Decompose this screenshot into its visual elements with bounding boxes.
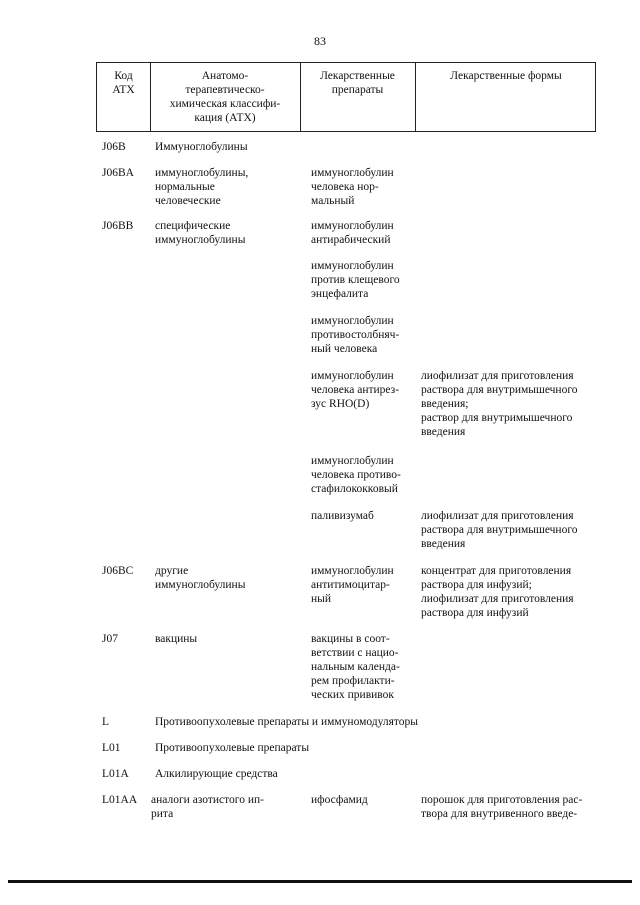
- classification-cell: другие иммуноглобулины: [155, 565, 246, 591]
- drug-cell: иммуноглобулин человека нор- мальный: [311, 167, 394, 207]
- table-header: [96, 62, 596, 132]
- header-drugs: Лекарственные препараты: [320, 70, 395, 96]
- classification-cell: иммуноглобулины, нормальные человеческие: [155, 167, 249, 207]
- atx-code: L01AA: [102, 794, 138, 806]
- drug-cell: иммуноглобулин против клещевого энцефалита: [311, 260, 400, 300]
- group-title: Иммуноглобулины: [155, 141, 248, 153]
- drug-cell: иммуноглобулин человека противо- стафилококковый: [311, 455, 401, 495]
- header-classification: Анатомо- терапевтическо- химическая классифи- кация (АТХ): [169, 70, 281, 124]
- group-title: Алкилирующие средства: [155, 768, 278, 780]
- page-number: 83: [314, 34, 326, 48]
- drug-cell: вакцины в соот- ветствии с нацио- нальным календа- рем профилакти- ческих прививок: [311, 633, 400, 701]
- form-cell: порошок для приготовления рас- твора для внутривенного введе-: [421, 794, 583, 820]
- form-cell: лиофилизат для приготовления раствора для внутримышечного введения; раствор для внутримышечного введения: [421, 370, 578, 438]
- atx-code: J06BC: [102, 565, 134, 577]
- atx-code: J07: [102, 633, 118, 645]
- group-title: Противоопухолевые препараты и иммуномодуляторы: [155, 716, 419, 728]
- atx-code: J06BB: [102, 220, 134, 232]
- atx-code: J06BA: [102, 167, 134, 179]
- form-cell: лиофилизат для приготовления раствора для внутримышечного введения: [421, 510, 578, 550]
- drug-cell: иммуноглобулин человека антирез- зус RHO(D): [311, 370, 400, 410]
- classification-cell: аналоги азотистого ип- рита: [151, 794, 264, 820]
- drug-cell: паливизумаб: [311, 510, 374, 522]
- atx-code: L01A: [102, 768, 129, 780]
- drug-cell: иммуноглобулин антитимоцитар- ный: [311, 565, 394, 605]
- drug-cell: иммуноглобулин противостолбняч- ный человека: [311, 315, 400, 355]
- atx-code: J06B: [102, 141, 126, 153]
- bottom-rule: [8, 880, 632, 883]
- classification-cell: специфические иммуноглобулины: [155, 220, 246, 246]
- header-code: Код ATX: [112, 70, 135, 96]
- atx-code: L01: [102, 742, 121, 754]
- header-forms: Лекарственные формы: [450, 70, 562, 82]
- classification-cell: вакцины: [155, 633, 198, 645]
- atx-code: L: [102, 716, 110, 728]
- drug-cell: ифосфамид: [311, 794, 368, 806]
- group-title: Противоопухолевые препараты: [155, 742, 310, 754]
- form-cell: концентрат для приготовления раствора для инфузий; лиофилизат для приготовления раствора для инфузий: [421, 565, 574, 619]
- drug-cell: иммуноглобулин антирабический: [311, 220, 394, 246]
